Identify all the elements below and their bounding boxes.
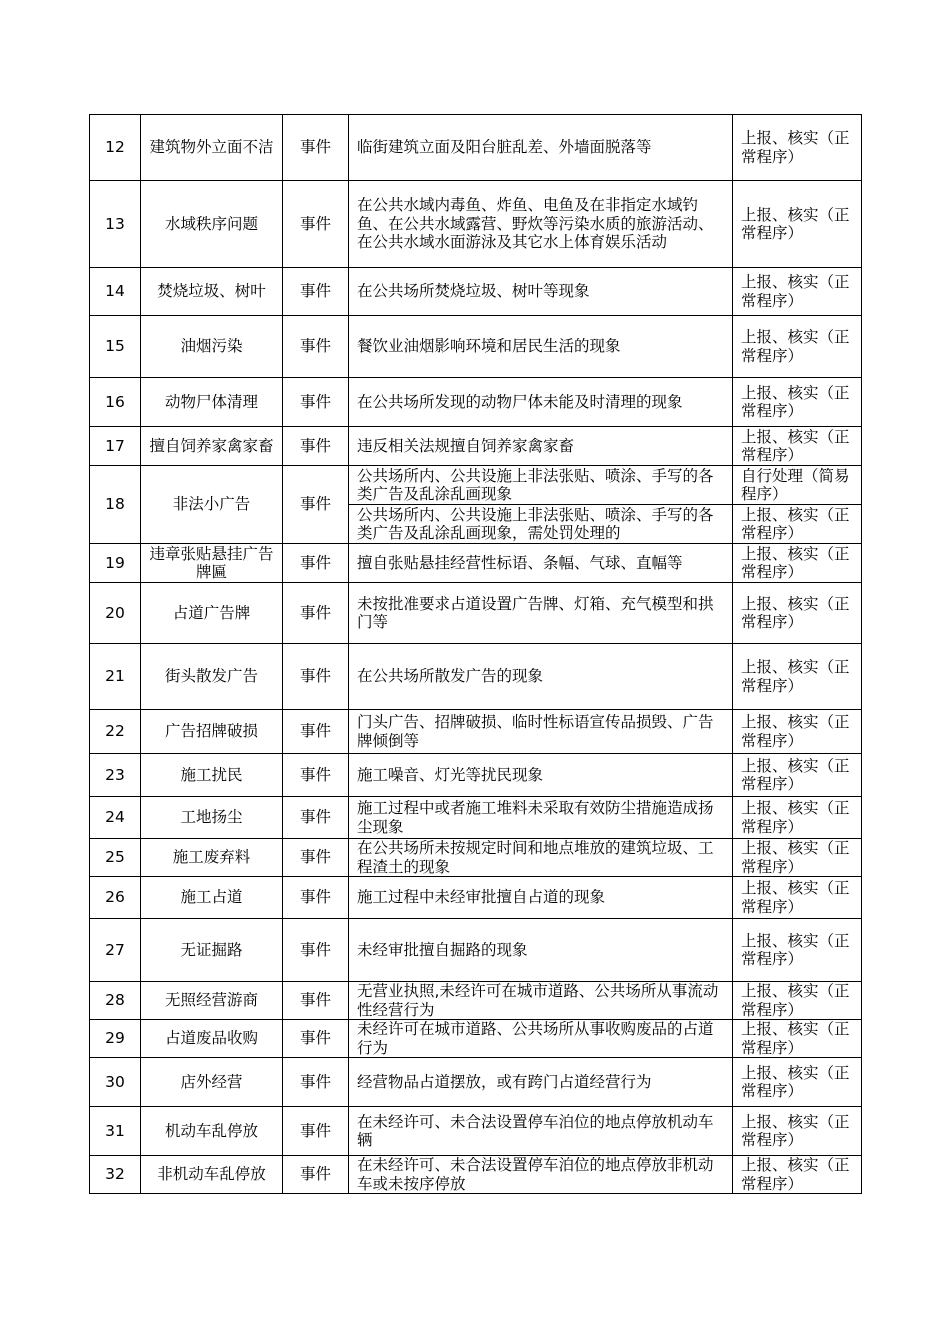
item-procedure: 上报、核实（正常程序） [733,316,862,378]
item-procedure: 上报、核实（正常程序） [733,982,862,1020]
row-number: 25 [90,839,141,877]
row-number: 17 [90,427,141,466]
item-procedure: 上报、核实（正常程序） [733,115,862,181]
item-type: 事件 [283,115,349,181]
event-table [89,114,862,1194]
item-description: 未经许可在城市道路、公共场所从事收购废品的占道行为 [349,1020,733,1058]
item-name: 施工扰民 [141,754,283,797]
item-name: 占道废品收购 [141,1020,283,1058]
row-number: 26 [90,877,141,919]
item-name: 无证掘路 [141,919,283,982]
row-number: 29 [90,1020,141,1058]
item-description: 餐饮业油烟影响环境和居民生活的现象 [349,316,733,378]
table-row [90,982,862,1020]
table-row [90,710,862,754]
item-name: 街头散发广告 [141,644,283,710]
item-name: 非法小广告 [141,466,283,544]
item-name: 擅自饲养家禽家畜 [141,427,283,466]
item-procedure: 上报、核实（正常程序） [733,754,862,797]
row-number: 20 [90,583,141,644]
item-description: 在公共场所焚烧垃圾、树叶等现象 [349,268,733,316]
item-procedure: 上报、核实（正常程序） [733,268,862,316]
item-name: 施工废弃料 [141,839,283,877]
item-description: 施工噪音、灯光等扰民现象 [349,754,733,797]
item-description: 违反相关法规擅自饲养家禽家畜 [349,427,733,466]
item-description: 经营物品占道摆放，或有跨门占道经营行为 [349,1058,733,1107]
table-row [90,1058,862,1107]
item-type: 事件 [283,544,349,583]
item-description: 未按批准要求占道设置广告牌、灯箱、充气模型和拱门等 [349,583,733,644]
table-row [90,544,862,583]
item-procedure: 上报、核实（正常程序） [733,1156,862,1194]
item-type: 事件 [283,1058,349,1107]
item-description: 在公共水域内毒鱼、炸鱼、电鱼及在非指定水域钓鱼、在公共水域露营、野炊等污染水质的旅游活动、在公共水域水面游泳及其它水上体育娱乐活动 [349,181,733,268]
item-description: 施工过程中或者施工堆料未采取有效防尘措施造成扬尘现象 [349,797,733,839]
table-row [90,583,862,644]
table-row [90,378,862,427]
table-row [90,839,862,877]
item-name: 非机动车乱停放 [141,1156,283,1194]
item-type: 事件 [283,797,349,839]
item-name: 施工占道 [141,877,283,919]
table-row [90,1020,862,1058]
table-row [90,754,862,797]
item-name: 店外经营 [141,1058,283,1107]
item-description: 未经审批擅自掘路的现象 [349,919,733,982]
item-name: 无照经营游商 [141,982,283,1020]
item-procedure: 上报、核实（正常程序） [733,544,862,583]
table-row [90,797,862,839]
item-type: 事件 [283,877,349,919]
item-type: 事件 [283,839,349,877]
item-description: 擅自张贴悬挂经营性标语、条幅、气球、直幅等 [349,544,733,583]
item-description: 在公共场所未按规定时间和地点堆放的建筑垃圾、工程渣土的现象 [349,839,733,877]
table-row [90,268,862,316]
table-body [90,115,862,1194]
row-number: 24 [90,797,141,839]
item-description: 在未经许可、未合法设置停车泊位的地点停放非机动车或未按序停放 [349,1156,733,1194]
item-name: 机动车乱停放 [141,1107,283,1156]
item-type: 事件 [283,1156,349,1194]
item-description: 在公共场所散发广告的现象 [349,644,733,710]
row-number: 14 [90,268,141,316]
item-description: 门头广告、招牌破损、临时性标语宣传品损毁、广告牌倾倒等 [349,710,733,754]
table-row [90,877,862,919]
item-type: 事件 [283,1107,349,1156]
item-type: 事件 [283,982,349,1020]
row-number: 30 [90,1058,141,1107]
row-number: 32 [90,1156,141,1194]
item-procedure: 上报、核实（正常程序） [733,839,862,877]
item-name: 占道广告牌 [141,583,283,644]
table-row [90,181,862,268]
item-procedure: 上报、核实（正常程序） [733,583,862,644]
item-type: 事件 [283,644,349,710]
table-row [90,316,862,378]
row-number: 15 [90,316,141,378]
table-row [90,1156,862,1194]
item-procedure: 上报、核实（正常程序） [733,797,862,839]
row-number: 16 [90,378,141,427]
item-name: 动物尸体清理 [141,378,283,427]
item-type: 事件 [283,710,349,754]
item-type: 事件 [283,583,349,644]
item-procedure: 上报、核实（正常程序） [733,1020,862,1058]
item-procedure: 上报、核实（正常程序） [733,378,862,427]
table-row [90,427,862,466]
item-description: 无营业执照,未经许可在城市道路、公共场所从事流动性经营行为 [349,982,733,1020]
item-description: 在未经许可、未合法设置停车泊位的地点停放机动车辆 [349,1107,733,1156]
item-description: 在公共场所发现的动物尸体未能及时清理的现象 [349,378,733,427]
item-type: 事件 [283,378,349,427]
row-number: 12 [90,115,141,181]
table-row [90,466,862,505]
table-row [90,644,862,710]
item-name: 建筑物外立面不洁 [141,115,283,181]
item-name: 焚烧垃圾、树叶 [141,268,283,316]
item-type: 事件 [283,181,349,268]
table-row [90,919,862,982]
item-procedure: 上报、核实（正常程序） [733,181,862,268]
item-procedure: 上报、核实（正常程序） [733,1107,862,1156]
item-procedure: 上报、核实（正常程序） [733,710,862,754]
item-procedure: 上报、核实（正常程序） [733,919,862,982]
table-row [90,1107,862,1156]
item-procedure: 上报、核实（正常程序） [733,505,862,544]
item-description: 临街建筑立面及阳台脏乱差、外墙面脱落等 [349,115,733,181]
table-row [90,115,862,181]
item-description: 公共场所内、公共设施上非法张贴、喷涂、手写的各类广告及乱涂乱画现象，需处罚处理的 [349,505,733,544]
row-number: 19 [90,544,141,583]
row-number: 28 [90,982,141,1020]
item-name: 广告招牌破损 [141,710,283,754]
item-procedure: 上报、核实（正常程序） [733,644,862,710]
item-description: 公共场所内、公共设施上非法张贴、喷涂、手写的各类广告及乱涂乱画现象 [349,466,733,505]
item-type: 事件 [283,466,349,544]
row-number: 13 [90,181,141,268]
item-type: 事件 [283,427,349,466]
item-procedure: 上报、核实（正常程序） [733,877,862,919]
item-procedure: 上报、核实（正常程序） [733,1058,862,1107]
item-type: 事件 [283,268,349,316]
row-number: 22 [90,710,141,754]
item-type: 事件 [283,754,349,797]
item-type: 事件 [283,1020,349,1058]
row-number: 21 [90,644,141,710]
item-name: 违章张贴悬挂广告牌匾 [141,544,283,583]
item-description: 施工过程中未经审批擅自占道的现象 [349,877,733,919]
item-procedure: 自行处理（简易程序） [733,466,862,505]
item-name: 油烟污染 [141,316,283,378]
row-number: 23 [90,754,141,797]
item-name: 工地扬尘 [141,797,283,839]
row-number: 27 [90,919,141,982]
item-type: 事件 [283,316,349,378]
row-number: 18 [90,466,141,544]
item-procedure: 上报、核实（正常程序） [733,427,862,466]
item-type: 事件 [283,919,349,982]
row-number: 31 [90,1107,141,1156]
item-name: 水域秩序问题 [141,181,283,268]
